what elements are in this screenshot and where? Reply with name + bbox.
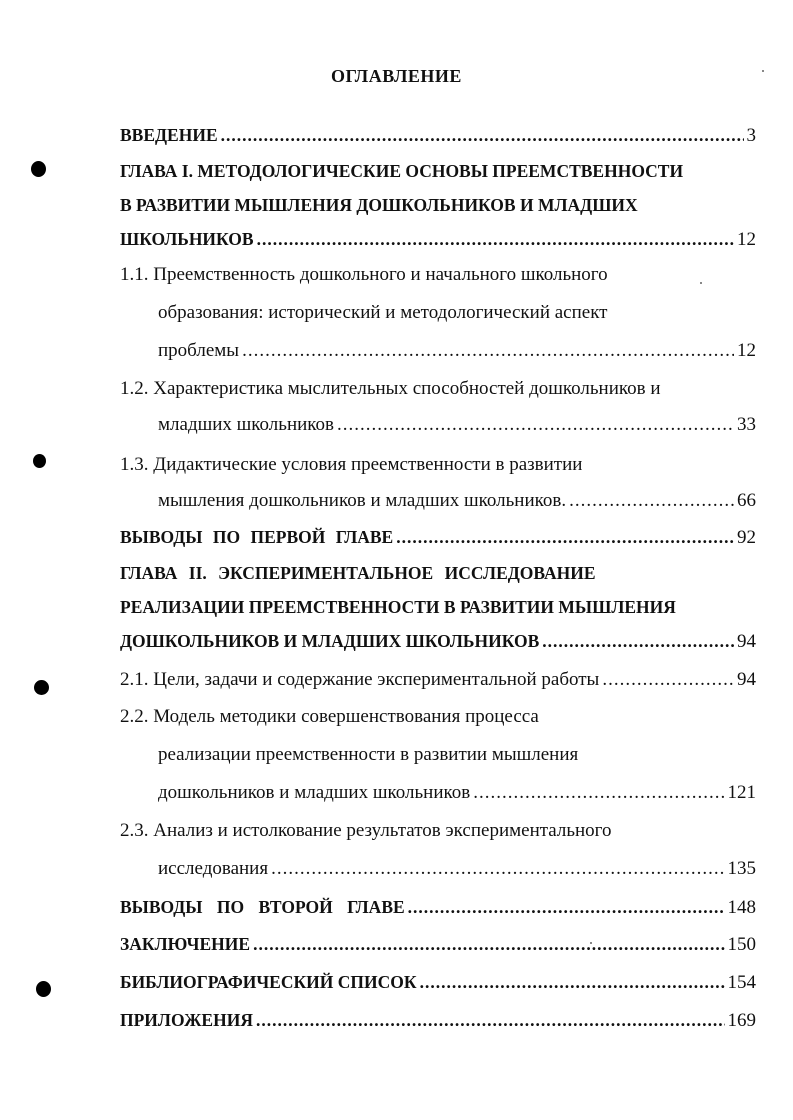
- toc-section-1-1-line2[interactable]: [158, 300, 756, 326]
- toc-entry-text: дошкольников и младших школьников: [158, 782, 471, 803]
- toc-page-number: 154: [727, 972, 756, 993]
- toc-entry-text: РЕАЛИЗАЦИИ ПРЕЕМСТВЕННОСТИ В РАЗВИТИИ МЫШЛЕНИЯ: [120, 597, 676, 617]
- toc-chapter-1-line2[interactable]: [120, 192, 756, 218]
- toc-entry-text: В РАЗВИТИИ МЫШЛЕНИЯ ДОШКОЛЬНИКОВ И МЛАДШИХ: [120, 195, 638, 215]
- toc-chapter-2-line3[interactable]: [120, 628, 756, 654]
- toc-chapter-1-line1[interactable]: [120, 158, 756, 184]
- toc-page-number: 169: [727, 1010, 756, 1031]
- toc-chapter-1-line3[interactable]: [120, 226, 756, 252]
- toc-section-2-2-line3[interactable]: [158, 780, 756, 806]
- toc-entry-text: ВЫВОДЫ ПО ПЕРВОЙ ГЛАВЕ: [120, 527, 394, 547]
- toc-entry-text: ГЛАВА I. МЕТОДОЛОГИЧЕСКИЕ ОСНОВЫ ПРЕЕМСТВЕННОСТИ: [120, 161, 684, 181]
- toc-chapter-2-line2[interactable]: [120, 594, 756, 620]
- toc-page-number: 148: [727, 897, 756, 918]
- leader-dots: [542, 628, 734, 654]
- punch-hole-3: [34, 680, 49, 695]
- punch-hole-2: [33, 454, 46, 468]
- page-title: ОГЛАВЛЕНИЕ: [331, 66, 462, 86]
- toc-entry-text: ЗАКЛЮЧЕНИЕ: [120, 934, 251, 954]
- toc-entry-bibliography[interactable]: [120, 969, 756, 995]
- toc-page-number: 66: [737, 490, 756, 511]
- toc-entry-text: образования: исторический и методологический аспект: [158, 302, 608, 323]
- toc-entry-text: 2.1. Цели, задачи и содержание экспериментальной работы: [120, 669, 600, 690]
- toc-section-1-1-line3[interactable]: [158, 338, 756, 364]
- toc-entry-text: 2.2. Модель методики совершенствования процесса: [120, 706, 539, 727]
- toc-entry-text: БИБЛИОГРАФИЧЕСКИЙ СПИСОК: [120, 972, 417, 992]
- toc-entry-text: младших школьников: [158, 414, 335, 435]
- leader-dots: [242, 338, 734, 364]
- leader-dots: [473, 780, 724, 806]
- toc-page-number: 121: [727, 782, 756, 803]
- leader-dots: [337, 412, 734, 438]
- toc-section-2-1[interactable]: [120, 667, 756, 693]
- toc-entry-text: 1.2. Характеристика мыслительных способностей дошкольников и: [120, 378, 661, 399]
- leader-dots: [420, 969, 725, 995]
- toc-page-number: 12: [737, 340, 756, 361]
- leader-dots: [602, 667, 734, 693]
- toc-entry-text: ПРИЛОЖЕНИЯ: [120, 1010, 253, 1030]
- toc-page-number: 150: [727, 934, 756, 955]
- toc-entry-text: ДОШКОЛЬНИКОВ И МЛАДШИХ ШКОЛЬНИКОВ: [120, 631, 540, 651]
- toc-entry-text: ВЫВОДЫ ПО ВТОРОЙ ГЛАВЕ: [120, 897, 405, 917]
- toc-entry-text: реализации преемственности в развитии мышления: [158, 744, 579, 765]
- toc-section-1-1-line1[interactable]: [120, 262, 756, 288]
- toc-entry-conclusions-1[interactable]: [120, 524, 756, 550]
- toc-page-number: 33: [737, 414, 756, 435]
- toc-page-number: 94: [737, 669, 756, 690]
- toc-page-number: 135: [727, 858, 756, 879]
- leader-dots: [256, 1007, 725, 1033]
- leader-dots: [408, 894, 725, 920]
- toc-section-1-3-line1[interactable]: [120, 452, 756, 478]
- toc-entry-text: ШКОЛЬНИКОВ: [120, 229, 254, 249]
- toc-entry-text: мышления дошкольников и младших школьников.: [158, 490, 567, 511]
- toc-entry-text: проблемы: [158, 340, 240, 361]
- toc-page-number: 94: [737, 631, 756, 652]
- toc-entry-appendix[interactable]: [120, 1007, 756, 1033]
- toc-section-1-3-line2[interactable]: [158, 488, 756, 514]
- toc-entry-conclusions-2[interactable]: [120, 894, 756, 920]
- leader-dots: [221, 122, 744, 148]
- punch-hole-4: [36, 981, 51, 997]
- leader-dots: [569, 488, 734, 514]
- toc-entry-text: 1.3. Дидактические условия преемственности в развитии: [120, 454, 583, 475]
- toc-entry-conclusion[interactable]: [120, 931, 756, 957]
- leader-dots: [253, 931, 724, 957]
- toc-entry-intro[interactable]: [120, 122, 756, 148]
- toc-section-2-2-line1[interactable]: [120, 704, 756, 730]
- leader-dots: [396, 524, 734, 550]
- toc-entry-text: ВВЕДЕНИЕ: [120, 125, 218, 145]
- leader-dots: [271, 856, 724, 882]
- toc-entry-text: ГЛАВА II. ЭКСПЕРИМЕНТАЛЬНОЕ ИССЛЕДОВАНИЕ: [120, 563, 596, 583]
- toc-page-number: 12: [737, 229, 756, 250]
- punch-hole-1: [31, 161, 46, 177]
- toc-section-2-3-line1[interactable]: [120, 818, 756, 844]
- leader-dots: [257, 226, 734, 252]
- toc-page-number: 92: [737, 527, 756, 548]
- toc-chapter-2-line1[interactable]: [120, 560, 756, 586]
- toc-section-2-2-line2[interactable]: [158, 742, 756, 768]
- toc-page-number: 3: [746, 125, 756, 146]
- toc-section-1-2-line2[interactable]: [158, 412, 756, 438]
- toc-section-1-2-line1[interactable]: [120, 376, 756, 402]
- toc-entry-text: 1.1. Преемственность дошкольного и начального школьного: [120, 264, 608, 285]
- toc-entry-text: исследования: [158, 858, 269, 879]
- toc-entry-text: 2.3. Анализ и истолкование результатов экспериментального: [120, 820, 612, 841]
- toc-section-2-3-line2[interactable]: [158, 856, 756, 882]
